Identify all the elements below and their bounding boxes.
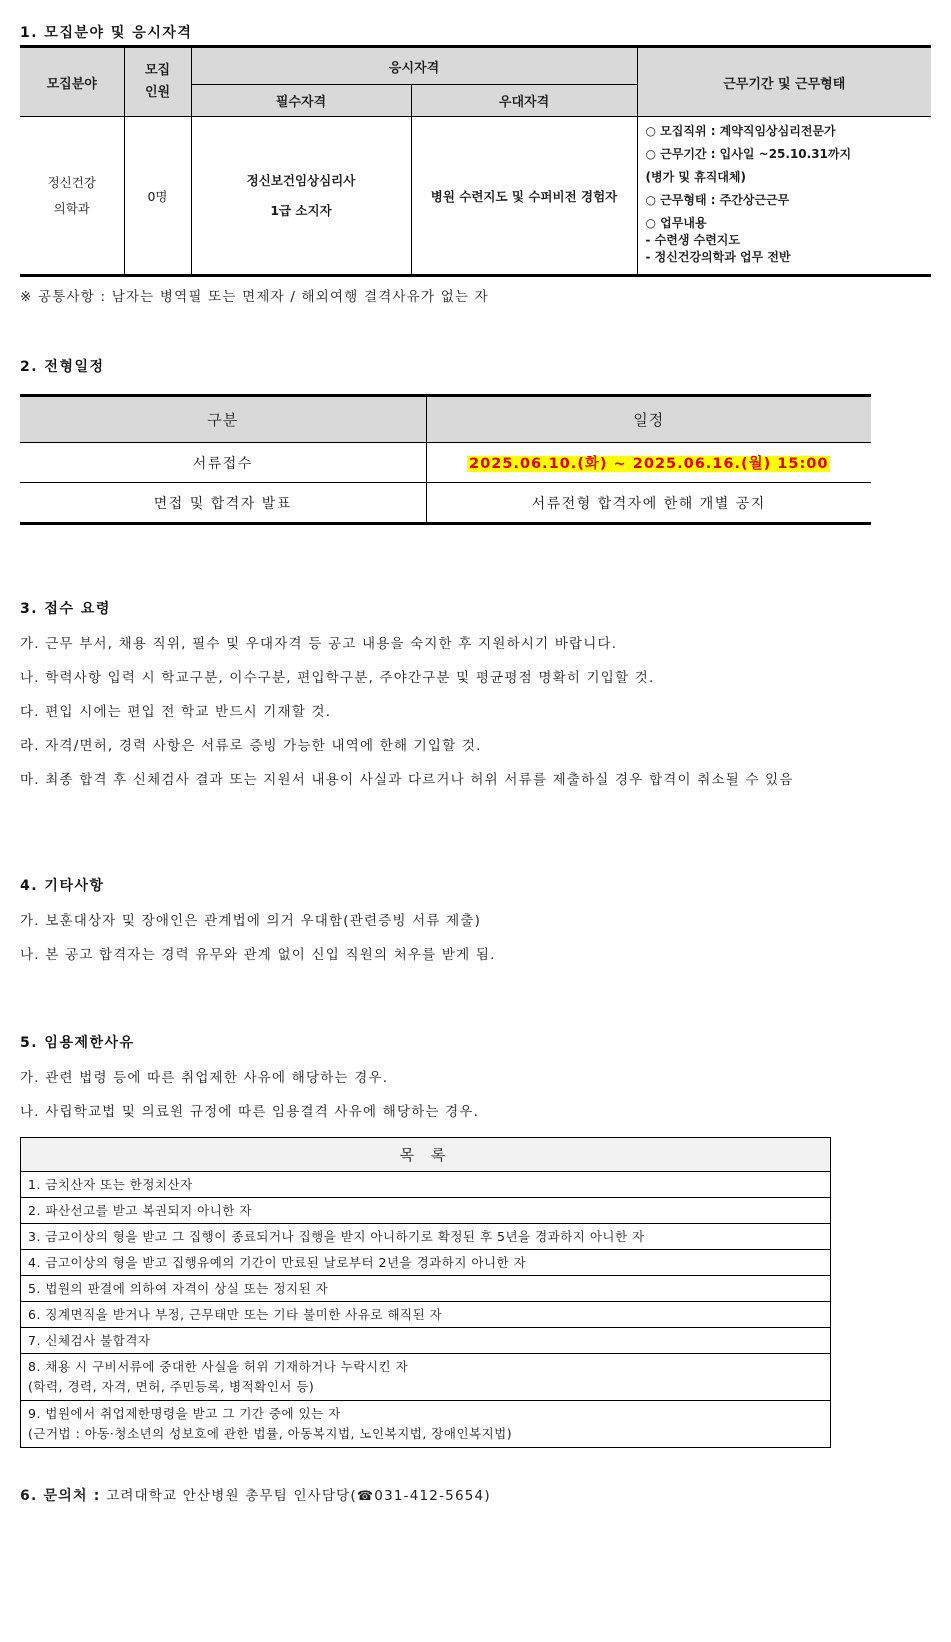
header-work: 근무기간 및 근무형태 — [637, 47, 931, 117]
disqualification-table — [20, 1137, 831, 1448]
list-item-2: 2. 파산선고를 받고 복권되지 아니한 자 — [21, 1198, 831, 1224]
cell-preferred: 병원 수련지도 및 수퍼비전 경험자 — [411, 117, 637, 276]
list-item-9-line1: 9. 법원에서 취업제한명령을 받고 그 기간 중에 있는 자 — [28, 1406, 341, 1421]
section-1-title: 1. 모집분야 및 응시자격 — [20, 25, 193, 41]
s4-item-1: 가. 보훈대상자 및 장애인은 관계법에 의거 우대함(관련증빙 서류 제출) — [20, 913, 482, 929]
list-item-1: 1. 금치산자 또는 한정치산자 — [21, 1172, 831, 1198]
section-6-title: 6. 문의처 : — [20, 1488, 101, 1504]
cell-count: 0명 — [124, 117, 191, 276]
list-item-8-line2: (학력, 경력, 자격, 면허, 주민등록, 병적확인서 등) — [28, 1379, 315, 1394]
contact-phone: 031-412-5654) — [374, 1488, 491, 1504]
header-required: 필수자격 — [191, 85, 411, 117]
header-count-line1: 모집 — [144, 63, 171, 78]
header-count — [124, 47, 191, 117]
schedule-table — [20, 394, 871, 525]
field-line2: 의학과 — [53, 200, 90, 216]
common-note: ※ 공통사항 : 남자는 병역필 또는 면제자 / 해외여행 결격사유가 없는 자 — [20, 289, 489, 305]
list-item-9-line2: (근거법 : 아동·청소년의 성보호에 관한 법률, 아동복지법, 노인복지법, 장애인복지법) — [28, 1426, 513, 1441]
s4-item-2: 나. 본 공고 합격자는 경력 유무와 관계 없이 신입 직원의 처우를 받게 됨. — [20, 947, 496, 963]
s3-item-4: 라. 자격/면허, 경력 사항은 서류로 증빙 가능한 내역에 한해 기입할 것. — [20, 738, 482, 754]
row-interview-value: 서류전형 합격자에 한해 개별 공지 — [426, 483, 871, 524]
phone-icon: ☎ — [356, 1489, 375, 1504]
s5-item-2: 나. 사립학교법 및 의료원 규정에 따른 임용결격 사유에 해당하는 경우. — [20, 1104, 480, 1120]
row-document-label: 서류접수 — [20, 443, 426, 483]
section-2-title: 2. 전형일정 — [20, 359, 105, 375]
work-type: ○ 근무형태 : 주간상근근무 — [645, 193, 790, 207]
required-line1: 정신보건임상심리사 — [246, 172, 356, 188]
list-item-5: 5. 법원의 판결에 의하여 자격이 상실 또는 정지된 자 — [21, 1276, 831, 1302]
s3-item-3: 다. 편입 시에는 편입 전 학교 반드시 기재할 것. — [20, 704, 332, 720]
list-item-8 — [21, 1354, 831, 1401]
section-3-title: 3. 접수 요령 — [20, 601, 111, 617]
section-5-title: 5. 임용제한사유 — [20, 1035, 135, 1051]
work-duty-title: ○ 업무내용 — [645, 216, 707, 230]
work-position: ○ 모집직위 : 계약직임상심리전문가 — [645, 124, 836, 138]
row-interview-label: 면접 및 합격자 발표 — [20, 483, 426, 524]
contact-line — [20, 1484, 491, 1505]
s3-item-1: 가. 근무 부서, 채용 직위, 필수 및 우대자격 등 공고 내용을 숙지한 후 지원하시기 바랍니다. — [20, 636, 618, 652]
section-4-title: 4. 기타사항 — [20, 878, 105, 894]
required-line2: 1급 소지자 — [270, 202, 332, 218]
list-item-9 — [21, 1401, 831, 1448]
list-item-4: 4. 금고이상의 형을 받고 집행유예의 기간이 만료된 날로부터 2년을 경과하지 아니한 자 — [21, 1250, 831, 1276]
cell-field — [20, 117, 124, 276]
header-division: 구분 — [20, 396, 426, 443]
list-item-7: 7. 신체검사 불합격자 — [21, 1328, 831, 1354]
header-schedule: 일정 — [426, 396, 871, 443]
field-line1: 정신건강 — [47, 174, 96, 190]
list-item-8-line1: 8. 채용 시 구비서류에 중대한 사실을 허위 기재하거나 누락시킨 자 — [28, 1359, 409, 1374]
contact-org: 고려대학교 안산병원 총무팀 인사담당( — [106, 1488, 357, 1504]
header-count-line2: 인원 — [144, 85, 171, 100]
list-item-6: 6. 징계면직을 받거나 부정, 근무태만 또는 기타 불미한 사유로 해직된 자 — [21, 1302, 831, 1328]
cell-required — [191, 117, 411, 276]
row-document-value — [426, 443, 871, 483]
header-qualification: 응시자격 — [191, 47, 637, 85]
s5-item-1: 가. 관련 법령 등에 따른 취업제한 사유에 해당하는 경우. — [20, 1070, 389, 1086]
work-duty-1: - 수련생 수련지도 — [645, 233, 740, 247]
s3-item-5: 마. 최종 합격 후 신체검사 결과 또는 지원서 내용이 사실과 다르거나 허위 서류를 제출하실 경우 합격이 취소될 수 있음 — [20, 772, 794, 788]
recruitment-table — [20, 45, 931, 277]
s3-item-2: 나. 학력사항 입력 시 학교구분, 이수구분, 편입학구분, 주야간구분 및 평균평점 명확히 기입할 것. — [20, 670, 655, 686]
list-item-3: 3. 금고이상의 형을 받고 그 집행이 종료되거나 집행을 받지 아니하기로 확정된 후 5년을 경과하지 아니한 자 — [21, 1224, 831, 1250]
cell-work — [637, 117, 931, 276]
work-period: ○ 근무기간 : 입사일 ~25.10.31까지 — [645, 147, 852, 161]
application-period-highlight: 2025.06.10.(화) ~ 2025.06.16.(월) 15:00 — [469, 456, 829, 472]
work-duty-2: - 정신건강의학과 업무 전반 — [645, 250, 791, 264]
list-header: 목 록 — [21, 1138, 831, 1172]
header-preferred: 우대자격 — [411, 85, 637, 117]
work-period-note: (병가 및 휴직대체) — [645, 170, 746, 184]
header-field: 모집분야 — [20, 47, 124, 117]
